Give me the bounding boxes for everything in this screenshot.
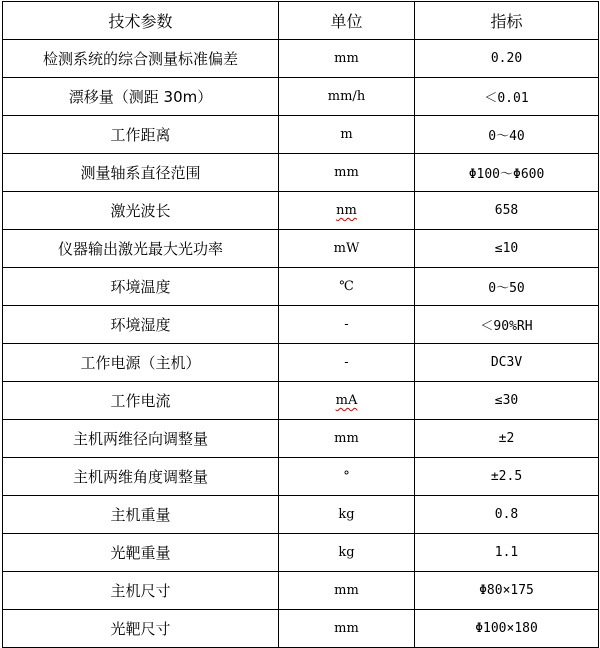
value-cell: Φ80×175 xyxy=(415,572,599,610)
table-row xyxy=(3,192,599,230)
value-cell: ＜90%RH xyxy=(415,306,599,344)
value-cell: 0.8 xyxy=(415,496,599,534)
spec-sheet xyxy=(2,1,598,636)
table-row xyxy=(3,78,599,116)
unit-cell: kg xyxy=(279,534,415,572)
value-cell: ≤30 xyxy=(415,382,599,420)
param-cell: 环境温度 xyxy=(3,268,279,306)
table-row xyxy=(3,572,599,610)
table-row xyxy=(3,154,599,192)
unit-cell: mm xyxy=(279,40,415,78)
value-cell: 0.20 xyxy=(415,40,599,78)
param-cell: 仪器输出激光最大光功率 xyxy=(3,230,279,268)
param-cell: 主机重量 xyxy=(3,496,279,534)
param-cell: 工作电流 xyxy=(3,382,279,420)
header-row xyxy=(3,2,599,40)
unit-cell: mm xyxy=(279,154,415,192)
param-cell: 光靶重量 xyxy=(3,534,279,572)
param-cell: 漂移量（测距 30m） xyxy=(3,78,279,116)
unit-cell: - xyxy=(279,306,415,344)
value-cell: ≤10 xyxy=(415,230,599,268)
unit-text: nm xyxy=(336,203,357,218)
unit-cell: - xyxy=(279,344,415,382)
table-row xyxy=(3,458,599,496)
table-row xyxy=(3,116,599,154)
value-cell: 0～50 xyxy=(415,268,599,306)
value-cell: 658 xyxy=(415,192,599,230)
unit-cell: mm xyxy=(279,420,415,458)
param-cell: 光靶尺寸 xyxy=(3,610,279,648)
table-row xyxy=(3,610,599,648)
table-row xyxy=(3,306,599,344)
value-cell: ±2.5 xyxy=(415,458,599,496)
spec-table xyxy=(2,1,599,648)
value-cell: ＜0.01 xyxy=(415,78,599,116)
param-cell: 测量轴系直径范围 xyxy=(3,154,279,192)
unit-cell xyxy=(279,382,415,420)
unit-text: mA xyxy=(335,393,358,408)
table-row xyxy=(3,268,599,306)
unit-cell: m xyxy=(279,116,415,154)
param-cell: 主机两维角度调整量 xyxy=(3,458,279,496)
table-row xyxy=(3,382,599,420)
unit-cell: ℃ xyxy=(279,268,415,306)
table-row xyxy=(3,40,599,78)
value-cell: Φ100×180 xyxy=(415,610,599,648)
value-cell: 0～40 xyxy=(415,116,599,154)
param-cell: 主机尺寸 xyxy=(3,572,279,610)
param-cell: 工作距离 xyxy=(3,116,279,154)
param-cell: 工作电源（主机） xyxy=(3,344,279,382)
table-row xyxy=(3,534,599,572)
header-unit: 单位 xyxy=(279,2,415,40)
value-cell: 1.1 xyxy=(415,534,599,572)
param-cell: 检测系统的综合测量标准偏差 xyxy=(3,40,279,78)
header-param: 技术参数 xyxy=(3,2,279,40)
unit-cell: mm xyxy=(279,610,415,648)
table-row xyxy=(3,344,599,382)
value-cell: Φ100～Φ600 xyxy=(415,154,599,192)
header-value: 指标 xyxy=(415,2,599,40)
table-row xyxy=(3,420,599,458)
table-row xyxy=(3,496,599,534)
unit-cell: mm xyxy=(279,572,415,610)
param-cell: 主机两维径向调整量 xyxy=(3,420,279,458)
unit-cell xyxy=(279,192,415,230)
value-cell: DC3V xyxy=(415,344,599,382)
table-row xyxy=(3,230,599,268)
value-cell: ±2 xyxy=(415,420,599,458)
param-cell: 环境湿度 xyxy=(3,306,279,344)
unit-cell: mm/h xyxy=(279,78,415,116)
unit-cell: ° xyxy=(279,458,415,496)
unit-cell: mW xyxy=(279,230,415,268)
unit-cell: kg xyxy=(279,496,415,534)
param-cell: 激光波长 xyxy=(3,192,279,230)
